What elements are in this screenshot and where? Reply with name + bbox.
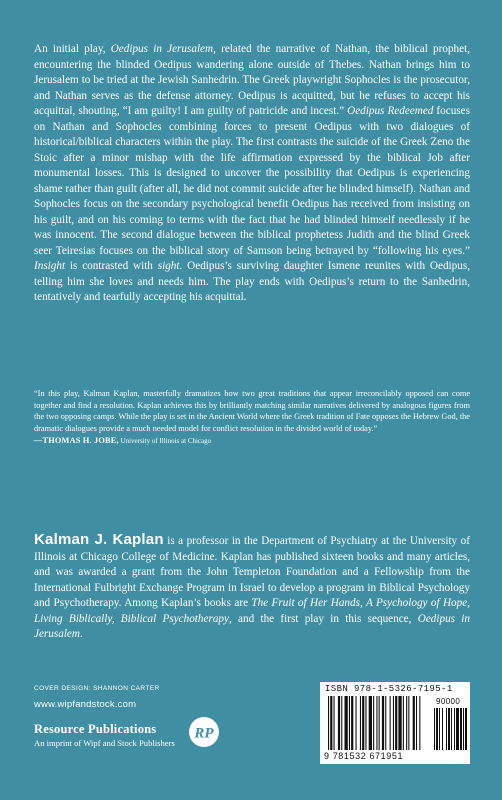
endorser-name: —THOMAS H. JOBE, xyxy=(34,436,119,446)
author-bio xyxy=(34,532,470,643)
endorsement-quote: “In this play, Kalman Kaplan, masterfully dramatizes how two great traditions that appear irreconcilably opposed can come together and find a resolution. Kaplan achieves this by brilliantly matching similar narratives delivered by analogous figures from the two opposing camps. While the play is set in the Ancient World where the Greek tradition of Fate opposes the Hebrew God, the dramatic dialogues provide a much needed model for conflict resolution in the divided world of today.” xyxy=(34,389,470,433)
cover-design-credit: COVER DESIGN: SHANNON CARTER xyxy=(34,685,160,692)
endorsement-attribution xyxy=(34,435,470,448)
isbn-barcode xyxy=(320,682,470,764)
body-text: , related the narrative of Nathan, the biblical prophet, encountering the blinded Oedipus wandering alone outside of Thebes. Nathan brings him to Jerusalem to be tried at the Jewish Sanhedrin. The Greek playwright Sophocles is the prosecutor, and Nathan serves as the defense attorney. Oedipus is acquitted, but he refuses to accept his acquittal, shouting, “I am guilty! I am guilty of patricide and incest.” xyxy=(34,43,470,117)
body-text: is contrasted with xyxy=(65,260,158,272)
body-text: . Oedipus’s surviving daughter Ismene reunites with Oedipus, telling him she loves and needs him. The play ends with Oedipus’s return to the Sanhedrin, tentatively and tearfully accepting his acquittal. xyxy=(34,260,470,303)
endorser-affiliation: University of Illinois at Chicago xyxy=(118,437,212,446)
italic-title-text: Oedipus Redeemed xyxy=(347,105,434,117)
publisher-website: www.wipfandstock.com xyxy=(34,699,137,710)
body-text: An initial play, xyxy=(34,43,111,55)
body-text: . xyxy=(79,628,83,640)
body-text: focuses on Nathan and Sophocles combining forces to present Oedipus with two dialogues of historical/biblical characters within the play. The first contrasts the suicide of the Greek Zeno the Stoic after a minor mishap with the life affirmation expressed by the biblical Job after monumental losses. This is designed to uncover the possibility that Oedipus is experiencing shame rather than guilt (after all, he did not commit suicide after he blinded himself). Nathan and Sophocles focus on the secondary psychological benefit Oedipus has received from insisting on his guilt, and on his coming to terms with the fact that he had blinded himself needlessly if he was innocent. The second dialogue between the biblical prophetess Judith and the blind Greek seer Teiresias focuses on the biblical story of Samson being betrayed by “following his eyes.” xyxy=(34,105,470,257)
book-description xyxy=(34,42,470,306)
barcode-digits: 9 781532 671951 xyxy=(324,751,404,761)
italic-title-text: Oedipus in Jerusalem xyxy=(34,612,470,640)
author-name: Kalman J. Kaplan xyxy=(34,531,164,548)
publisher-logo-text: RP xyxy=(194,725,214,742)
isbn-text: ISBN 978-1-5326-7195-1 xyxy=(325,684,453,694)
endorsement xyxy=(34,388,470,448)
publisher-name: Resource Publications xyxy=(34,722,157,736)
publisher-logo xyxy=(188,716,220,748)
italic-title-text: Insight xyxy=(34,260,66,272)
price-code: 90000 xyxy=(436,697,461,706)
body-text: is a professor in the Department of Psychiatry at the University of Illinois at Chicago College of Medicine. Kaplan has published sixteen books and many articles, and was awarded a grant from the John Templeton Foundation and a Fellowship from the International Fulbright Exchange Program in Israel to develop a program in Biblical Psychology and Psychotherapy. Among Kaplan’s books are xyxy=(34,535,470,609)
body-text: , and the first play in this sequence, xyxy=(228,612,418,625)
italic-title-text: sight xyxy=(157,260,180,272)
author-bio-text xyxy=(34,535,470,640)
italic-title-text: The Fruit of Her Hands, A Psychology of Hope, Living Biblically, Biblical Psychotherapy xyxy=(34,597,470,625)
italic-title-text: Oedipus in Jerusalem xyxy=(110,43,214,55)
publisher-imprint: An imprint of Wipf and Stock Publishers xyxy=(34,738,175,748)
